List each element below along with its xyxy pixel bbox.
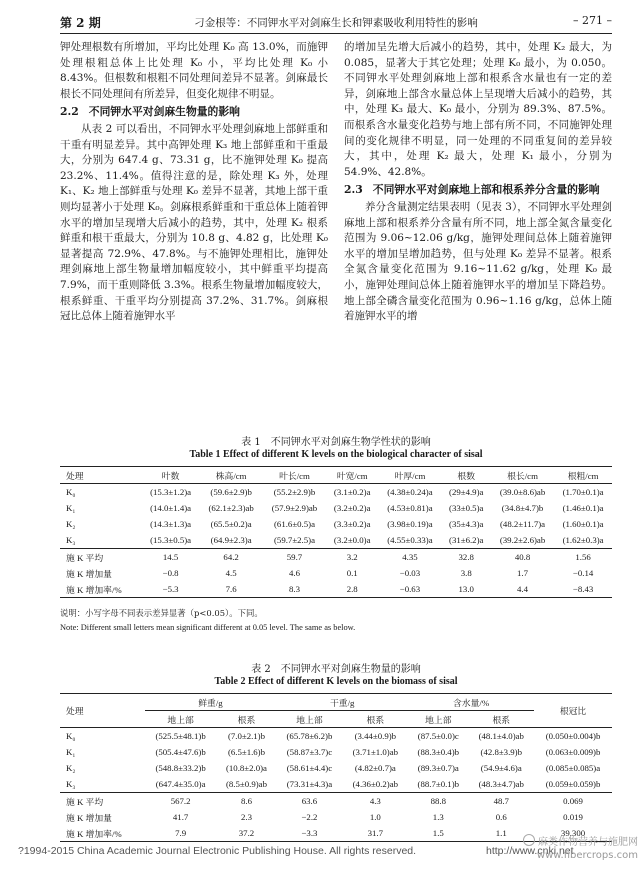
table-cell: K₁ (66, 503, 76, 513)
table-row (60, 728, 612, 745)
table-cell: −3.3 (276, 825, 342, 842)
paragraph: 钾处理根数有所增加，平均比处理 K₀ 高 13.0%，而施钾处理根粗总体上比处理 K₀ 小，平均比处理 K₀ 小 8.43%。但根数和根粗不同处理间差异不显著。剑麻最长根长不同处理间有所差异，但变化规律不明显。 (60, 41, 328, 100)
table-cell: (39.0±8.6)ab (499, 487, 546, 497)
site-link[interactable]: http://www.cnki.net (486, 845, 574, 857)
table-cell: (15.3±0.5)a (150, 535, 192, 545)
table-row (60, 793, 612, 810)
table-cell: (89.3±0.7)a (417, 763, 459, 773)
table-cell: 7.6 (199, 581, 262, 598)
table-cell: 63.6 (276, 793, 342, 810)
table-cell: (31±6.2)a (449, 535, 484, 545)
table-cell: −0.03 (399, 568, 421, 578)
table-cell: (29±4.9)a (449, 487, 484, 497)
table-subheader-cell: 地上部 (145, 711, 217, 728)
table-row (60, 484, 612, 501)
table-cell: 0.6 (495, 812, 507, 822)
table-cell: 0.019 (563, 812, 583, 822)
section-title: 不同钾水平对剑麻生物量的影响 (88, 105, 240, 119)
table-cell: 施 K 平均 (60, 549, 142, 566)
section-heading (60, 104, 328, 120)
table-cell: (14.3±1.3)a (150, 519, 192, 529)
table2-caption-cn: 表 2 不同钾水平对剑麻生物量的影响 (251, 664, 421, 675)
table-cell: (88.7±0.1)b (417, 779, 460, 789)
table-cell: −8.43 (554, 581, 612, 598)
table-cell: 88.8 (408, 793, 468, 810)
table-row (60, 532, 612, 549)
table-cell: −0.63 (378, 581, 441, 598)
table-header-group: 干重/g (276, 694, 408, 711)
table-subheader-cell: 根系 (343, 711, 409, 728)
table-cell: 64.2 (199, 549, 262, 566)
table-cell: (3.3±0.2)a (333, 519, 371, 529)
table-row (60, 760, 612, 776)
table-subheader-cell: 地上部 (276, 711, 342, 728)
table-cell: (548.8±33.2)b (155, 763, 206, 773)
table-header-cell: 株高/cm (199, 467, 262, 484)
table-cell: (65.78±6.2)b (286, 731, 333, 741)
table-cell: (3.98±0.19)a (387, 519, 433, 529)
table-cell: (10.8±2.0)a (225, 763, 267, 773)
paragraph: 从表 2 可以看出，不同钾水平处理剑麻地上部鲜重和干重有明显差异。其中高钾处理 K₃ 地上部鲜重和干重最大，分别为 647.4 g、73.31 g，比不施钾处理 K₀ 提高 23.2%、11.4%。值得注意的是，除处理 K₃ 外，处理 K₁、K₂ 地上部鲜重与处理 K₀ 差异不显著，其地上部干重则均显著小于处理 K₀。剑麻根系鲜重和干重总体上随着钾水平的增加呈现增大后减小的趋势，其中，处理 K₂ 根系鲜重和根干重最大，分别为 10.8 g、4.82 g，比处理 K₀ 显著提高 72.9%、47.8%。与不施钾处理相比，施钾处理剑麻地上部生物量增加幅度较小，其中鲜重平均提高 7.9%，而干重则降低 3.3%。根系生物量增加幅度较大，根系鲜重、干重平均分别提高 37.2%、31.7%。剑麻根冠比总体上随着施钾水平 (60, 122, 328, 323)
table2-caption-en: Table 2 Effect of different K levels on the biomass of sisal (214, 676, 458, 687)
table-cell: 2.8 (326, 581, 378, 598)
table-cell: (647.4±35.0)a (155, 779, 206, 789)
watermark (520, 834, 638, 862)
table-cell: 567.2 (145, 793, 217, 810)
table2 (60, 693, 612, 842)
table-cell: (4.36±0.2)ab (352, 779, 399, 789)
table-header-cell: 叶数 (142, 467, 200, 484)
section-heading (344, 182, 612, 198)
table-cell: 8.6 (217, 793, 277, 810)
table-cell: 2.3 (240, 812, 252, 822)
table-cell: 39.300 (534, 825, 612, 842)
table-cell: 14.5 (142, 549, 200, 566)
table-subheader-cell: 地上部 (408, 711, 468, 728)
table-cell: 4.5 (225, 568, 237, 578)
table-cell: (42.8±3.9)b (480, 747, 522, 757)
table-cell: (55.2±2.9)b (273, 487, 316, 497)
section-number: 2.3 (344, 183, 363, 197)
table1-caption-cn: 表 1 不同钾水平对剑麻生物学性状的影响 (241, 437, 431, 448)
table-cell: 0.069 (534, 793, 612, 810)
table-cell: (3.44±0.9)b (354, 731, 397, 741)
table-cell: 1.3 (432, 812, 444, 822)
table-cell: K₃ (66, 535, 76, 545)
table-row (60, 744, 612, 760)
table-cell: 40.8 (491, 549, 554, 566)
header-rule (60, 33, 612, 34)
running-header (60, 14, 612, 30)
table-cell: (1.62±0.3)a (562, 535, 604, 545)
table-cell: (59.6±2.9)b (210, 487, 252, 497)
section-title: 不同钾水平对剑麻地上部和根系养分含量的影响 (372, 183, 600, 197)
table-cell: (65.5±0.2)a (210, 519, 252, 529)
table-cell: (3.1±0.2)a (333, 487, 371, 497)
table-cell: 0.1 (346, 568, 358, 578)
table-header-cell: 根数 (442, 467, 491, 484)
table-row (60, 581, 612, 598)
left-column (60, 40, 328, 325)
table-cell: (35±4.3)a (449, 519, 484, 529)
table-cell: (3.2±0.0)a (333, 535, 371, 545)
table-cell: (0.059±0.059)b (545, 779, 601, 789)
table-cell: 13.0 (442, 581, 491, 598)
running-title: 刁金根等：不同钾水平对剑麻生长和钾素吸收利用特性的影响 (194, 17, 478, 29)
paragraph: 养分含量测定结果表明（见表 3），不同钾水平处理剑麻地上部和根系养分含量有所不同，地上部全氮含量变化范围为 9.06~12.06 g/kg，施钾处理间总体上随着施钾水平的增加呈增加趋势，但与处理 K₀ 差异不显著。根系全氮含量变化范围为 9.16~11.62 g/kg，处理 K₀ 最小，施钾处理间总体上随着施钾水平的增加呈下降趋势。地上部全磷含量变化范围为 0.96~1.16 g/kg，总体上随着施钾水平的增 (344, 200, 612, 323)
table-row (60, 776, 612, 793)
table-row (60, 809, 612, 825)
table-cell: 7.9 (145, 825, 217, 842)
table-cell: 施 K 增加量 (66, 812, 112, 823)
table-cell: 31.7 (343, 825, 409, 842)
table-cell: (59.7±2.5)a (274, 535, 315, 545)
table-cell: 1.7 (517, 568, 529, 578)
table-cell: 4.6 (288, 568, 300, 578)
table-cell: 3.8 (460, 568, 472, 578)
table-cell: (505.4±47.6)b (155, 747, 206, 757)
table-cell: 4.35 (378, 549, 441, 566)
table-cell: −5.3 (142, 581, 200, 598)
table-cell: 59.7 (263, 549, 326, 566)
table-cell: 1.1 (468, 825, 534, 842)
table1 (60, 466, 612, 598)
table-cell: 41.7 (172, 812, 189, 822)
table-header-cell: 叶宽/cm (326, 467, 378, 484)
table1-caption-en: Table 1 Effect of different K levels on the biological character of sisal (189, 449, 483, 460)
table-cell: (34.8±4.7)b (501, 503, 544, 513)
table-header-cell: 处理 (60, 694, 145, 728)
table-row (60, 565, 612, 581)
table-cell: (7.0±2.1)b (227, 731, 266, 741)
table-header-cell: 根冠比 (534, 694, 612, 728)
section-number: 2.2 (60, 105, 79, 119)
table-cell: 1.56 (554, 549, 612, 566)
table-cell: (48.2±11.7)a (500, 519, 546, 529)
table-row (60, 500, 612, 516)
table-cell: (61.6±0.5)a (274, 519, 315, 529)
table-cell: (54.9±4.6)a (480, 763, 522, 773)
table-cell: 3.2 (326, 549, 378, 566)
table-cell: 施 K 平均 (60, 793, 145, 810)
table-cell: 4.4 (491, 581, 554, 598)
table-cell: (64.9±2.3)a (210, 535, 252, 545)
table-cell: (6.5±1.6)b (227, 747, 266, 757)
table-cell: (33±0.5)a (449, 503, 484, 513)
table-cell: (4.82±0.7)a (354, 763, 396, 773)
page-number: – 271 – (573, 14, 612, 27)
table1-note-cn: 说明：小写字母不同表示差异显著（p<0.05）。下同。 (60, 608, 263, 618)
watermark-line2: www.fibercrops.com (536, 850, 638, 861)
table1-note-en: Note: Different small letters mean significant different at 0.05 level. The same as below. (60, 623, 356, 632)
table-cell: (1.70±0.1)a (562, 487, 604, 497)
table-cell: 施 K 增加率/% (60, 825, 145, 842)
table-cell: (4.53±0.81)a (387, 503, 433, 513)
table-cell: (0.063±0.009)b (545, 747, 601, 757)
table-cell: (1.46±0.1)a (562, 503, 604, 513)
table-cell: (15.3±1.2)a (150, 487, 192, 497)
table-cell: (73.31±4.3)a (286, 779, 333, 789)
table-cell: (39.2±2.6)ab (499, 535, 546, 545)
table-cell: (4.55±0.33)a (387, 535, 433, 545)
watermark-line1: 麻类作物营养与施肥网 (538, 837, 638, 848)
table-cell: 32.8 (442, 549, 491, 566)
watermark-logo-icon (523, 834, 535, 846)
table-cell: (58.61±4.4)c (286, 763, 333, 773)
table-cell: K₃ (66, 779, 76, 789)
table-cell: (14.0±1.4)a (150, 503, 192, 513)
table-header-cell: 叶长/cm (263, 467, 326, 484)
table-header-cell: 根长/cm (491, 467, 554, 484)
table-cell: 8.3 (263, 581, 326, 598)
table-header-cell: 处理 (60, 467, 142, 484)
table-cell: (57.9±2.9)ab (271, 503, 318, 513)
table-row (60, 516, 612, 532)
table-cell: (3.2±0.2)a (333, 503, 371, 513)
table-cell: (62.1±2.3)ab (208, 503, 254, 513)
table-cell: 施 K 增加率/% (60, 581, 142, 598)
table-cell: −2.2 (301, 812, 318, 822)
table-cell: 1.0 (369, 812, 381, 822)
table-subheader-cell: 根系 (468, 711, 534, 728)
table-cell: −0.8 (162, 568, 179, 578)
table-cell: 4.3 (343, 793, 409, 810)
table-cell: K₀ (66, 487, 76, 497)
table-row (60, 549, 612, 566)
table-cell: (0.050±0.004)b (545, 731, 601, 741)
table-cell: (48.1±4.0)ab (478, 731, 524, 741)
table-header-cell: 叶厚/cm (378, 467, 441, 484)
table-cell: K₁ (66, 747, 76, 757)
table-cell: (48.3±4.7)ab (478, 779, 524, 789)
paragraph: 的增加呈先增大后减小的趋势，其中，处理 K₂ 最大，为 0.085，显著大于其它处理；处理 K₀ 最小，为 0.050。不同钾水平处理剑麻地上部和根系含水量也有一定的差异，剑麻地上部含水量总体上呈现增大后减小的趋势，其中，处理 K₃ 最大、K₀ 最小，分别为 89.3%、87.5%。而根系含水量变化趋势与地上部有所不同，不同施钾处理间的变化规律不明显，同一处理的不同重复间的差异较大，其中，处理 K₂ 最大，处理 K₁ 最小，分别为 54.9%、42.8%。 (344, 41, 612, 178)
table-cell: (87.5±0.0)c (417, 731, 459, 741)
table-cell: (525.5±48.1)b (155, 731, 206, 741)
table-cell: (4.38±0.24)a (387, 487, 433, 497)
table-header-group: 含水量/% (408, 694, 534, 711)
table-cell: (0.085±0.085)a (545, 763, 601, 773)
table-subheader-cell: 根系 (217, 711, 277, 728)
table-header-group: 鲜重/g (145, 694, 277, 711)
table-header-cell: 根粗/cm (554, 467, 612, 484)
table-cell: 37.2 (217, 825, 277, 842)
table-cell: (3.71±1.0)ab (352, 747, 399, 757)
table-cell: K₂ (66, 763, 76, 773)
table-cell: 1.5 (408, 825, 468, 842)
table-cell: 施 K 增加量 (66, 568, 112, 579)
table-cell: (58.87±3.7)c (286, 747, 333, 757)
table-cell: K₂ (66, 519, 76, 529)
table-cell: (1.60±0.1)a (562, 519, 604, 529)
table-cell: −0.14 (572, 568, 594, 578)
copyright-text: ?1994-2015 China Academic Journal Electronic Publishing House. All rights reserved. (18, 845, 417, 857)
table-cell: 48.7 (468, 793, 534, 810)
table-cell: K₀ (66, 731, 76, 741)
issue-number: 第 2 期 (60, 16, 101, 30)
right-column (344, 40, 612, 325)
table-cell: (88.3±0.4)b (417, 747, 460, 757)
table-cell: (8.5±0.9)ab (225, 779, 267, 789)
